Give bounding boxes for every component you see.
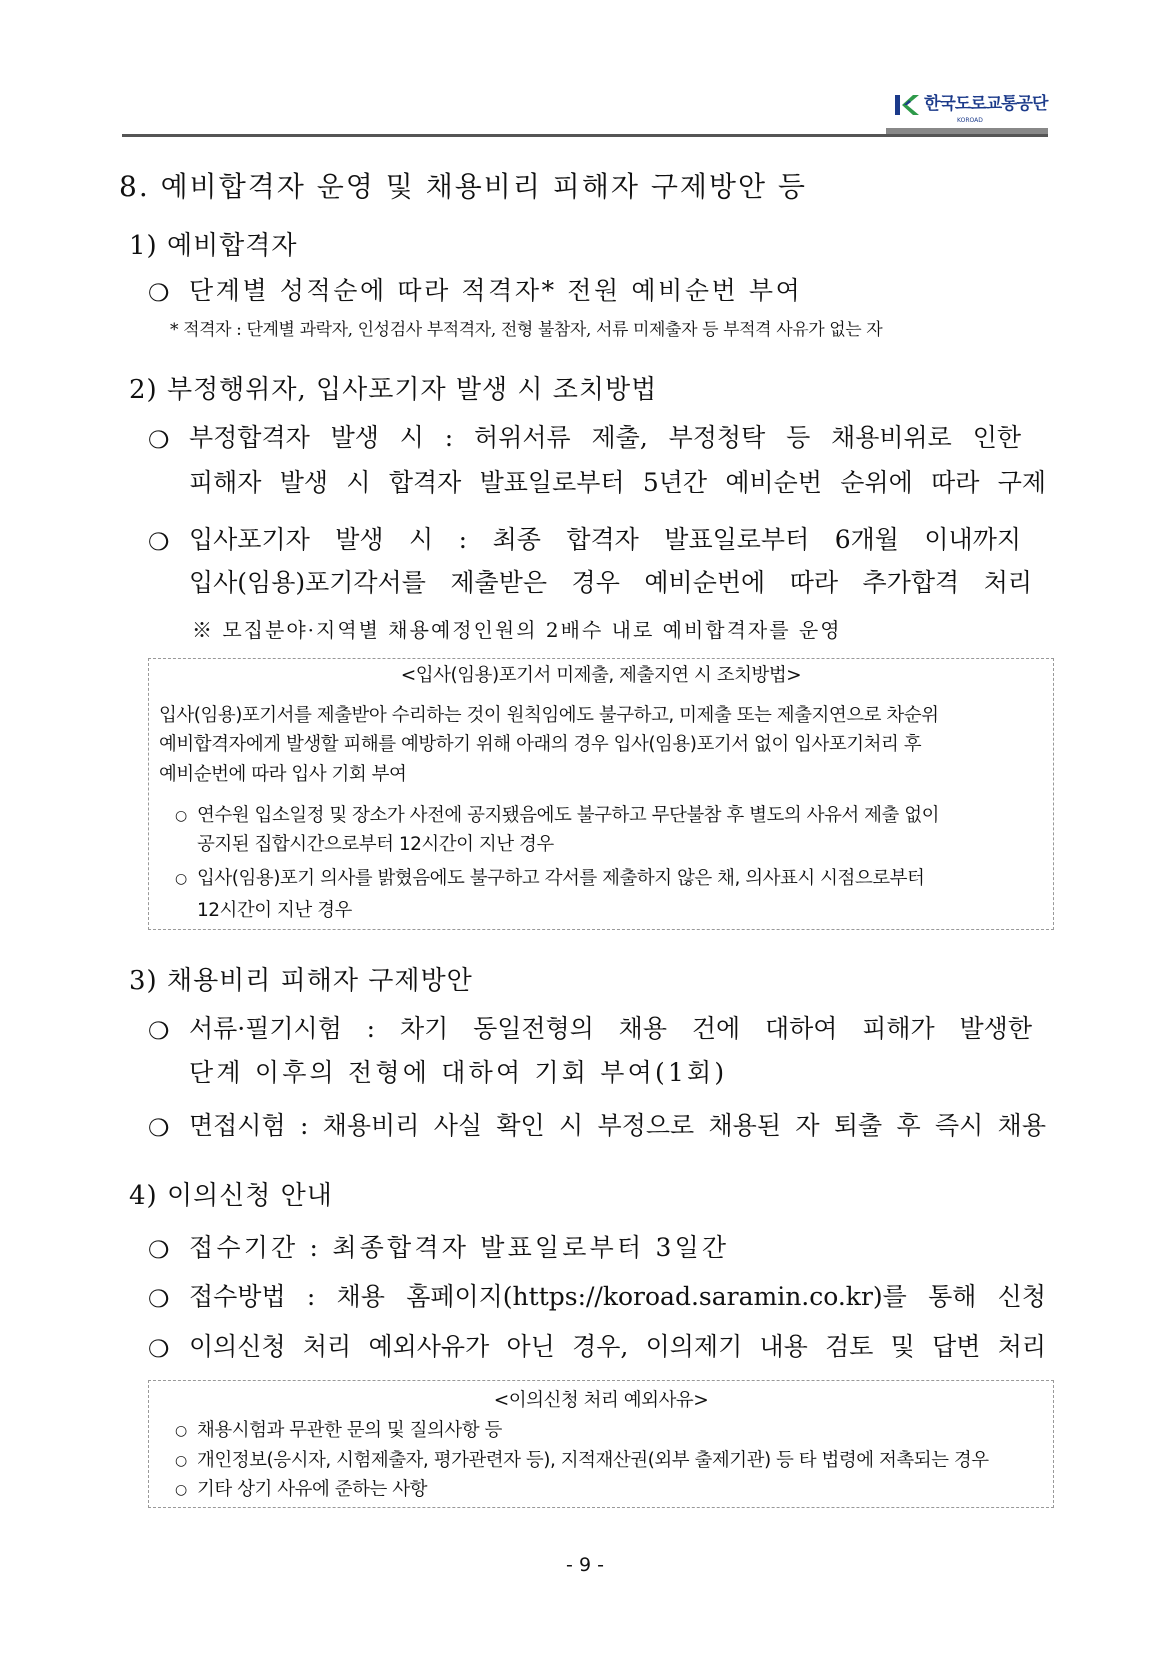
heading-3: 3) 채용비리 피해자 구제방안 (129, 966, 473, 996)
s3-b1-line2: 단계 이후의 전형에 대하여 기회 부여(1회) (189, 1058, 728, 1087)
bullet-icon: ❍ (148, 1335, 170, 1363)
small-bullet-icon: ○ (175, 871, 188, 887)
box-para-line: 예비순번에 따라 입사 기회 부여 (159, 764, 407, 785)
box-para-line: 입사(임용)포기서를 제출받아 수리하는 것이 원칙임에도 불구하고, 미제출 또는 제출지연으로 차순위 (159, 705, 939, 726)
box-item-line: 공지된 집합시간으로부터 12시간이 지난 경우 (197, 834, 554, 855)
section-title: 8. 예비합격자 운영 및 채용비리 피해자 구제방안 등 (119, 170, 807, 203)
page-number: - 9 - (566, 1554, 604, 1576)
s2-reference-note: ※ 모집분야·지역별 채용예정인원의 2배수 내로 예비합격자를 운영 (192, 618, 842, 642)
bullet-icon: ❍ (148, 1236, 170, 1264)
small-bullet-icon: ○ (175, 808, 188, 824)
s4-bullet-2: 접수방법 : 채용 홈페이지(https://koroad.saramin.co.kr)를 통해 신청 (189, 1282, 1046, 1311)
heading-4: 4) 이의신청 안내 (129, 1181, 333, 1211)
s4-bullet-1: 접수기간 : 최종합격자 발표일로부터 3일간 (189, 1233, 730, 1262)
header-divider (122, 134, 1048, 137)
s3-b1-line1: 서류·필기시험 : 차기 동일전형의 채용 건에 대하여 피해가 발생한 (189, 1014, 1032, 1043)
koroad-logo (895, 94, 1055, 127)
bullet-icon: ❍ (148, 528, 170, 556)
box-item-line: 채용시험과 무관한 문의 및 질의사항 등 (197, 1420, 502, 1441)
small-bullet-icon: ○ (175, 1423, 188, 1439)
box-item-line: 개인정보(응시자, 시험제출자, 평가관련자 등), 지적재산권(외부 출제기관) 등 타 법령에 저촉되는 경우 (197, 1450, 989, 1471)
small-bullet-icon: ○ (175, 1482, 188, 1498)
s2-b1-line2: 피해자 발생 시 합격자 발표일로부터 5년간 예비순번 순위에 따라 구제 (189, 468, 1046, 497)
heading-1: 1) 예비합격자 (129, 231, 298, 261)
s4-bullet-3: 이의신청 처리 예외사유가 아닌 경우, 이의제기 내용 검토 및 답변 처리 (189, 1332, 1046, 1361)
bullet-icon: ❍ (148, 1017, 170, 1045)
s2-b2-line1: 입사포기자 발생 시 : 최종 합격자 발표일로부터 6개월 이내까지 (189, 525, 1021, 554)
heading-2: 2) 부정행위자, 입사포기자 발생 시 조치방법 (129, 375, 658, 405)
box-item-line: 연수원 입소일정 및 장소가 사전에 공지됐음에도 불구하고 무단불참 후 별도의 사유서 제출 없이 (197, 805, 940, 826)
box-item-line: 기타 상기 사유에 준하는 사항 (197, 1479, 427, 1500)
logo-name: 한국도로교통공단 (924, 94, 1048, 114)
box-item-line: 12시간이 지난 경우 (197, 900, 352, 921)
appeal-exceptions-box (148, 1380, 1054, 1508)
logo-sub: KOROAD (957, 117, 983, 124)
s3-bullet-2: 면접시험 : 채용비리 사실 확인 시 부정으로 채용된 자 퇴출 후 즉시 채용 (189, 1111, 1046, 1140)
box-title: <이의신청 처리 예외사유> (493, 1390, 709, 1411)
bullet-icon: ❍ (148, 279, 170, 307)
s2-b1-line1: 부정합격자 발생 시 : 허위서류 제출, 부정청탁 등 채용비위로 인한 (189, 423, 1021, 452)
withdrawal-procedure-box (148, 658, 1054, 930)
bullet-icon: ❍ (148, 426, 170, 454)
s1-footnote: * 적격자 : 단계별 과락자, 인성검사 부적격자, 전형 불참자, 서류 미제출자 등 부적격 사유가 없는 자 (170, 320, 883, 340)
small-bullet-icon: ○ (175, 1453, 188, 1469)
box-para-line: 예비합격자에게 발생할 피해를 예방하기 위해 아래의 경우 입사(임용)포기서 없이 입사포기처리 후 (159, 734, 922, 755)
bullet-icon: ❍ (148, 1285, 170, 1313)
s2-b2-line2: 입사(임용)포기각서를 제출받은 경우 예비순번에 따라 추가합격 처리 (189, 568, 1032, 597)
box-item-line: 입사(임용)포기 의사를 밝혔음에도 불구하고 각서를 제출하지 않은 채, 의사표시 시점으로부터 (197, 868, 925, 889)
koroad-k-icon (895, 94, 919, 116)
s1-bullet: 단계별 성적순에 따라 적격자* 전원 예비순번 부여 (189, 276, 803, 305)
box-title: <입사(임용)포기서 미제출, 제출지연 시 조치방법> (400, 665, 802, 686)
bullet-icon: ❍ (148, 1114, 170, 1142)
